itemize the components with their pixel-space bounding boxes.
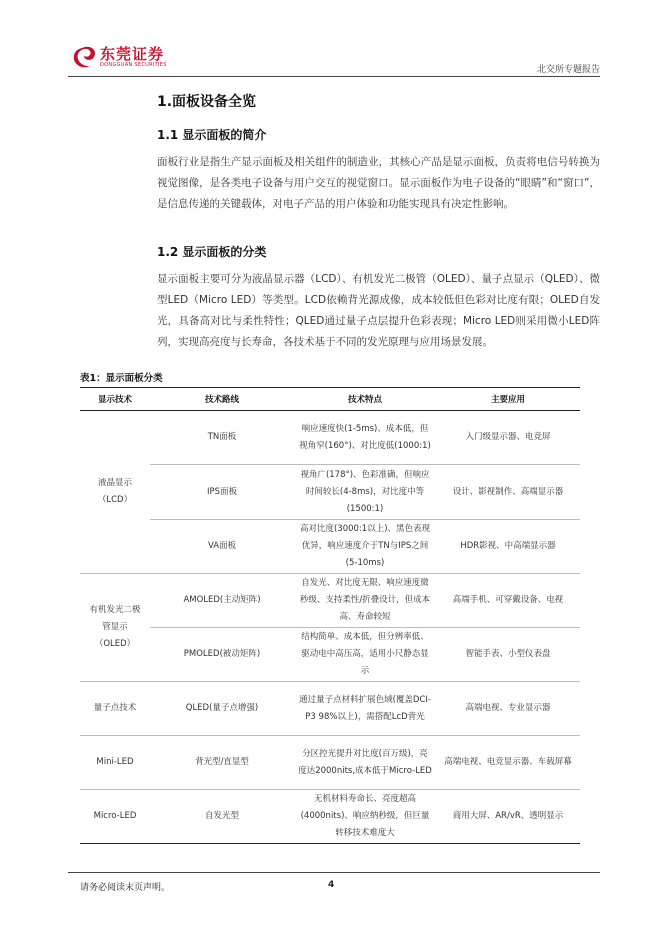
tech-cell: Micro-LED (80, 790, 150, 844)
feature-cell: 分区控光提升对比度(百万级)，亮度达2000nits,成本低于Micro-LED (294, 736, 436, 790)
table-row (80, 574, 580, 628)
subsection-title-intro: 1.1 显示面板的简介 (157, 128, 267, 142)
route-cell: TN面板 (150, 411, 294, 465)
application-cell: HDR影视、中高端显示器 (436, 520, 580, 574)
brand-name: 东莞证券 (100, 45, 165, 63)
table-row (80, 682, 580, 736)
feature-cell: 通过量子点材料扩展色域(覆盖DCI-P3 98%以上)，需搭配LcD背光 (294, 682, 436, 736)
tech-cell: 液晶显示（LCD） (80, 411, 150, 574)
table-row (80, 736, 580, 790)
display-panel-table (80, 387, 580, 844)
classification-paragraph: 显示面板主要可分为液晶显示器（LCD）、有机发光二极管（OLED）、量子点显示（QLED）、微型LED（Micro LED）等类型。LCD依赖背光源成像，成本较低但色彩对比度有限；OLED自发光，具备高对比与柔性特性；QLED通过量子点层提升色彩表现；Micro LED则采用微小LED阵列，实现高亮度与长寿命，各技术基于不同的发光原理与应用场景发展。 (157, 273, 600, 348)
application-cell: 高端手机、可穿戴设备、电视 (436, 574, 580, 628)
tech-cell: 有机发光二极管显示（OLED） (80, 574, 150, 682)
feature-cell: 视角广(178°)、色彩准确，但响应时间较长(4-8ms)，对比度中等(1500:1) (294, 465, 436, 520)
intro-paragraph: 面板行业是指生产显示面板及相关组件的制造业，其核心产品是显示面板，负责将电信号转换为视觉图像，是各类电子设备与用户交互的视觉窗口。显示面板作为电子设备的“眼睛”和“窗口”，是信息传递的关键载体，对电子产品的用户体验和功能实现具有决定性影响。 (157, 156, 600, 210)
application-cell: 高端电视、电竞显示器、车载屏幕 (436, 736, 580, 790)
application-cell: 入门级显示器、电竞屏 (436, 411, 580, 465)
route-cell: 背光型/直显型 (150, 736, 294, 790)
feature-cell: 自发光、对比度无限、响应速度微秒级、支持柔性/折叠设计，但成本高、寿命较短 (294, 574, 436, 628)
application-cell: 商用大屏、AR/vR、透明显示 (436, 790, 580, 844)
header-application: 主要应用 (436, 388, 580, 411)
application-cell: 高端电视、专业显示器 (436, 682, 580, 736)
route-cell: IPS面板 (150, 465, 294, 520)
route-cell: 自发光型 (150, 790, 294, 844)
disclaimer-note: 请务必阅读末页声明。 (80, 883, 171, 893)
section-title: 1.面板设备全览 (157, 94, 257, 110)
page-number: 4 (328, 880, 335, 890)
feature-cell: 无机材料寿命长、亮度超高(4000nits)、响应纳秒级，但巨量转移技术难度大 (294, 790, 436, 844)
table-row (80, 465, 580, 520)
application-cell: 设计、影视制作、高端显示器 (436, 465, 580, 520)
feature-cell: 响应速度快(1-5ms)、成本低，但视角窄(160°)、对比度低(1000:1) (294, 411, 436, 465)
brand-name-english: DONGGUAN SECURITIES (100, 62, 167, 68)
table-row (80, 790, 580, 844)
tech-cell: Mini-LED (80, 736, 150, 790)
feature-cell: 结构简单、成本低，但分辨率低、驱动电中高压高，适用小尺静态显示 (294, 628, 436, 682)
table-row (80, 411, 580, 465)
feature-cell: 高对比度(3000:1以上)、黑色表现优异，响应速度介于TN与IPS之间(5-10ms) (294, 520, 436, 574)
application-cell: 智能手表、小型仪表盘 (436, 628, 580, 682)
subsection-title-classification: 1.2 显示面板的分类 (157, 245, 267, 259)
header-divider (68, 76, 600, 77)
header-route: 技术路线 (150, 388, 294, 411)
route-cell: PMOLED(被动矩阵) (150, 628, 294, 682)
table-row (80, 520, 580, 574)
footer-divider (68, 872, 600, 873)
header-tech: 显示技术 (80, 388, 150, 411)
tech-cell: 量子点技术 (80, 682, 150, 736)
report-type: 北交所专题报告 (536, 65, 600, 75)
table-header-row (80, 388, 580, 411)
route-cell: QLED(量子点增强) (150, 682, 294, 736)
header-feature: 技术特点 (294, 388, 436, 411)
route-cell: VA面板 (150, 520, 294, 574)
page-header (0, 0, 662, 82)
route-cell: AMOLED(主动矩阵) (150, 574, 294, 628)
table-row (80, 628, 580, 682)
table-caption: 表1：显示面板分类 (80, 373, 163, 384)
